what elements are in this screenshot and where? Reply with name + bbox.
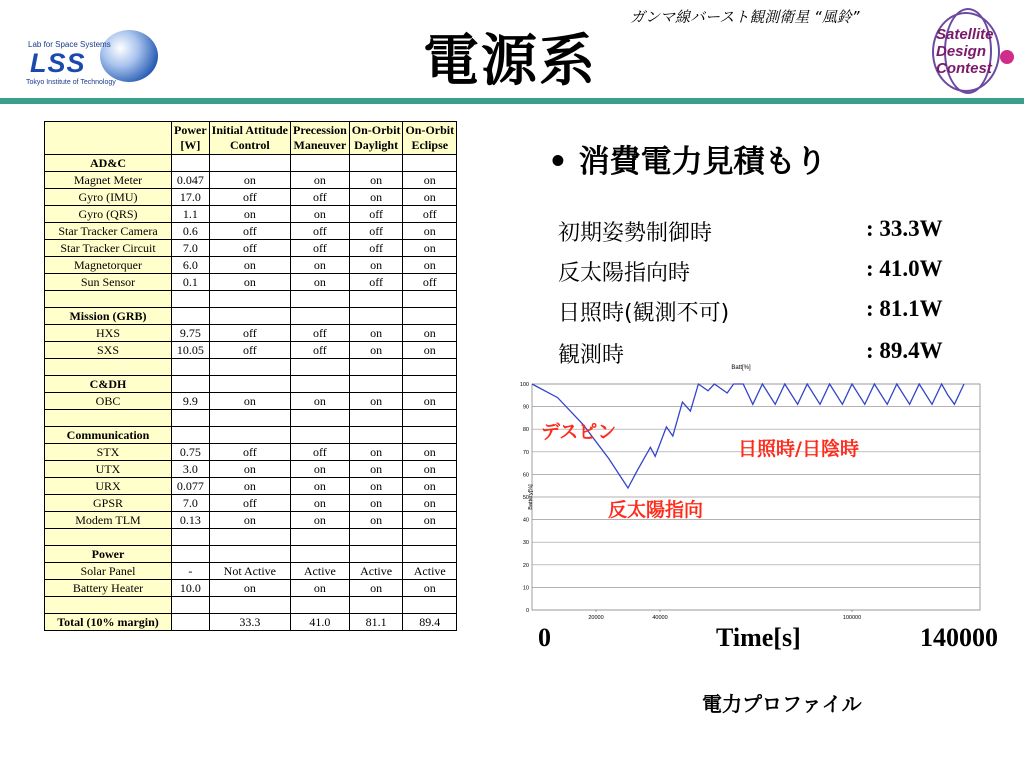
- table-cell: [349, 291, 403, 308]
- y-axis-title: Battery[%]: [528, 484, 534, 510]
- table-cell: [291, 427, 350, 444]
- table-row: [45, 172, 457, 189]
- table-cell: 3.0: [172, 461, 210, 478]
- table-cell: Active: [403, 563, 457, 580]
- slide-title: 電源系: [423, 29, 597, 94]
- table-cell: on: [403, 240, 457, 257]
- table-cell: on: [209, 461, 290, 478]
- table-cell: [172, 308, 210, 325]
- table-cell: on: [403, 512, 457, 529]
- table-cell: [172, 359, 210, 376]
- header-divider: [0, 98, 1024, 104]
- table-cell: 41.0: [291, 614, 350, 631]
- table-cell: 1.1: [172, 206, 210, 223]
- table-cell: on: [349, 461, 403, 478]
- institute-name: Tokyo Institute of Technology: [26, 79, 116, 86]
- table-cell: on: [349, 444, 403, 461]
- x-tick-label: 100000: [842, 615, 862, 621]
- table-cell: on: [209, 580, 290, 597]
- table-cell: [403, 597, 457, 614]
- row-label-cell: AD&C: [45, 155, 172, 172]
- table-cell: off: [291, 240, 350, 257]
- table-cell: on: [291, 393, 350, 410]
- table-cell: on: [349, 393, 403, 410]
- row-label-cell: [45, 410, 172, 427]
- table-cell: off: [209, 325, 290, 342]
- table-cell: on: [403, 444, 457, 461]
- table-cell: on: [349, 257, 403, 274]
- table-cell: off: [291, 325, 350, 342]
- table-cell: [209, 291, 290, 308]
- table-cell: [209, 529, 290, 546]
- table-cell: off: [209, 240, 290, 257]
- table-cell: off: [403, 274, 457, 291]
- total-row: [45, 614, 457, 631]
- y-tick-label: 80: [522, 427, 529, 434]
- row-label-cell: Total (10% margin): [45, 614, 172, 631]
- lab-name: Lab for Space Systems: [28, 40, 111, 49]
- table-row: [45, 223, 457, 240]
- table-row: [45, 563, 457, 580]
- y-tick-label: 100: [519, 382, 529, 388]
- table-cell: [403, 359, 457, 376]
- table-cell: [209, 410, 290, 427]
- table-cell: on: [349, 325, 403, 342]
- table-cell: [349, 410, 403, 427]
- table-cell: [403, 529, 457, 546]
- row-label-cell: STX: [45, 444, 172, 461]
- table-cell: on: [209, 206, 290, 223]
- table-cell: on: [403, 257, 457, 274]
- table-cell: [209, 155, 290, 172]
- column-header-line: Eclipse: [411, 138, 449, 152]
- table-cell: [349, 359, 403, 376]
- x-axis-title: Time[s]: [716, 623, 801, 652]
- table-body: [45, 155, 457, 631]
- table-cell: 0.13: [172, 512, 210, 529]
- x-tick-label: 20000: [588, 615, 604, 621]
- table-cell: Active: [349, 563, 403, 580]
- column-header-line: Maneuver: [293, 138, 347, 152]
- table-cell: [403, 427, 457, 444]
- category-row: [45, 376, 457, 393]
- table-cell: on: [349, 580, 403, 597]
- row-label-cell: C&DH: [45, 376, 172, 393]
- spacer-row: [45, 410, 457, 427]
- table-row: [45, 274, 457, 291]
- table-cell: on: [403, 393, 457, 410]
- spacer-row: [45, 359, 457, 376]
- table-cell: 9.75: [172, 325, 210, 342]
- table-cell: off: [209, 444, 290, 461]
- table-cell: [403, 376, 457, 393]
- table-cell: off: [291, 444, 350, 461]
- chart-caption: 電力プロファイル: [702, 692, 862, 716]
- table-cell: [403, 308, 457, 325]
- table-cell: [291, 376, 350, 393]
- table-cell: 0.047: [172, 172, 210, 189]
- table-cell: on: [403, 325, 457, 342]
- table-cell: [209, 359, 290, 376]
- table-cell: off: [291, 189, 350, 206]
- table-cell: off: [209, 495, 290, 512]
- table-cell: on: [349, 478, 403, 495]
- estimate-value: : 33.3W: [866, 216, 943, 241]
- y-tick-label: 50: [522, 495, 529, 501]
- bullet-heading: • 消費電力見積もり: [548, 144, 827, 180]
- table-cell: [291, 410, 350, 427]
- contest-word: Design: [936, 43, 987, 60]
- estimate-value: : 41.0W: [866, 256, 943, 281]
- table-cell: off: [349, 240, 403, 257]
- table-cell: on: [209, 257, 290, 274]
- column-header: [403, 122, 457, 155]
- y-tick-label: 40: [522, 517, 529, 524]
- table-cell: on: [349, 342, 403, 359]
- contest-word: Contest: [936, 60, 992, 77]
- table-cell: off: [349, 274, 403, 291]
- estimate-label: 日照時(観測不可): [558, 301, 730, 326]
- column-header-line: Control: [229, 138, 270, 152]
- table-cell: [172, 291, 210, 308]
- table-cell: 33.3: [209, 614, 290, 631]
- table-cell: off: [403, 206, 457, 223]
- table-cell: [291, 155, 350, 172]
- table-cell: [172, 410, 210, 427]
- table-cell: 81.1: [349, 614, 403, 631]
- y-tick-label: 60: [522, 472, 529, 479]
- table-row: [45, 393, 457, 410]
- table-cell: on: [403, 172, 457, 189]
- row-label-cell: OBC: [45, 393, 172, 410]
- table-cell: [291, 359, 350, 376]
- table-cell: [349, 546, 403, 563]
- row-label-cell: SXS: [45, 342, 172, 359]
- table-cell: [172, 614, 210, 631]
- table-cell: [403, 155, 457, 172]
- table-cell: [291, 546, 350, 563]
- table-cell: on: [291, 257, 350, 274]
- table-cell: [403, 291, 457, 308]
- table-cell: on: [209, 393, 290, 410]
- table-cell: off: [209, 189, 290, 206]
- table-cell: on: [403, 461, 457, 478]
- table-cell: 9.9: [172, 393, 210, 410]
- row-label-cell: Communication: [45, 427, 172, 444]
- lss-wordmark: LSS: [30, 48, 86, 78]
- table-cell: [209, 427, 290, 444]
- table-cell: on: [291, 495, 350, 512]
- battery-profile-chart: [518, 365, 990, 624]
- row-label-cell: [45, 359, 172, 376]
- table-row: [45, 444, 457, 461]
- table-cell: off: [291, 342, 350, 359]
- table-cell: 7.0: [172, 240, 210, 257]
- category-row: [45, 546, 457, 563]
- table-cell: on: [403, 580, 457, 597]
- pink-dot-icon: [1000, 50, 1014, 64]
- table-cell: on: [291, 512, 350, 529]
- table-cell: on: [349, 189, 403, 206]
- table-cell: on: [291, 580, 350, 597]
- table-cell: on: [209, 512, 290, 529]
- y-tick-label: 70: [522, 449, 529, 456]
- table-cell: [172, 376, 210, 393]
- table-cell: on: [403, 342, 457, 359]
- table-cell: [209, 597, 290, 614]
- table-cell: 0.6: [172, 223, 210, 240]
- table-cell: 0.1: [172, 274, 210, 291]
- column-header-line: On-Orbit: [405, 123, 455, 137]
- row-label-cell: URX: [45, 478, 172, 495]
- row-label-cell: [45, 529, 172, 546]
- column-header: [291, 122, 350, 155]
- column-header: [349, 122, 403, 155]
- table-cell: on: [349, 495, 403, 512]
- table-cell: [291, 597, 350, 614]
- row-label-cell: [45, 597, 172, 614]
- table-cell: on: [209, 478, 290, 495]
- row-label-cell: [45, 291, 172, 308]
- estimate-value: : 89.4W: [866, 338, 943, 363]
- annotation-anti-sun: 反太陽指向: [608, 499, 704, 521]
- table-row: [45, 325, 457, 342]
- table-cell: [209, 546, 290, 563]
- row-label-cell: Sun Sensor: [45, 274, 172, 291]
- row-label-cell: HXS: [45, 325, 172, 342]
- y-tick-label: 90: [522, 404, 529, 411]
- x-end-label: 140000: [920, 623, 998, 652]
- estimate-label: 反太陽指向時: [558, 261, 691, 286]
- table-cell: off: [291, 223, 350, 240]
- row-label-cell: Battery Heater: [45, 580, 172, 597]
- table-cell: 7.0: [172, 495, 210, 512]
- column-header-line: [W]: [180, 138, 201, 152]
- table-cell: [291, 308, 350, 325]
- table-cell: 89.4: [403, 614, 457, 631]
- annotation-daylight-eclipse: 日照時/日陰時: [738, 438, 859, 460]
- row-label-cell: Solar Panel: [45, 563, 172, 580]
- table-cell: Active: [291, 563, 350, 580]
- table-row: [45, 257, 457, 274]
- table-row: [45, 478, 457, 495]
- row-label-cell: GPSR: [45, 495, 172, 512]
- spacer-row: [45, 597, 457, 614]
- slide-subtitle: ガンマ線バースト観測衛星 “風鈴”: [630, 8, 860, 26]
- table-cell: [209, 376, 290, 393]
- satellite-design-contest-logo: [930, 8, 1020, 92]
- table-cell: 6.0: [172, 257, 210, 274]
- table-cell: on: [291, 206, 350, 223]
- table-cell: on: [291, 461, 350, 478]
- y-tick-label: 30: [522, 540, 529, 547]
- y-tick-label: 10: [522, 585, 529, 592]
- x-start-label: 0: [538, 623, 551, 652]
- table-cell: [172, 155, 210, 172]
- estimate-value: : 81.1W: [866, 296, 943, 321]
- lss-logo: [20, 30, 140, 90]
- table-cell: [172, 597, 210, 614]
- table-cell: [349, 427, 403, 444]
- table-cell: on: [291, 172, 350, 189]
- table-cell: on: [209, 172, 290, 189]
- y-tick-label: 20: [522, 562, 529, 569]
- row-label-cell: Modem TLM: [45, 512, 172, 529]
- x-tick-label: 40000: [652, 615, 668, 621]
- table-cell: [172, 546, 210, 563]
- table-cell: 10.0: [172, 580, 210, 597]
- table-cell: 17.0: [172, 189, 210, 206]
- table-row: [45, 189, 457, 206]
- column-header-line: Daylight: [354, 138, 399, 152]
- table-cell: on: [403, 189, 457, 206]
- table-cell: on: [209, 274, 290, 291]
- table-cell: [403, 410, 457, 427]
- table-cell: -: [172, 563, 210, 580]
- contest-word: Satellite: [936, 26, 994, 43]
- power-budget-table: [44, 121, 457, 631]
- row-label-cell: Star Tracker Circuit: [45, 240, 172, 257]
- annotation-despin: デスピン: [541, 421, 617, 443]
- table-corner-cell: [45, 122, 172, 155]
- table-cell: off: [349, 206, 403, 223]
- table-cell: [349, 155, 403, 172]
- row-label-cell: Power: [45, 546, 172, 563]
- table-row: [45, 461, 457, 478]
- table-cell: 10.05: [172, 342, 210, 359]
- table-cell: 0.077: [172, 478, 210, 495]
- table-row: [45, 240, 457, 257]
- column-header: [209, 122, 290, 155]
- table-cell: 0.75: [172, 444, 210, 461]
- y-tick-label: 0: [525, 608, 529, 614]
- table-cell: on: [403, 495, 457, 512]
- row-label-cell: Mission (GRB): [45, 308, 172, 325]
- row-label-cell: UTX: [45, 461, 172, 478]
- table-row: [45, 512, 457, 529]
- row-label-cell: Magnetorquer: [45, 257, 172, 274]
- spacer-row: [45, 291, 457, 308]
- column-header-line: On-Orbit: [351, 123, 401, 137]
- table-cell: on: [403, 223, 457, 240]
- table-cell: off: [209, 342, 290, 359]
- column-header-line: Initial Attitude: [211, 123, 288, 137]
- table-cell: on: [349, 512, 403, 529]
- table-cell: [209, 308, 290, 325]
- table-row: [45, 342, 457, 359]
- table-cell: on: [291, 478, 350, 495]
- table-cell: [349, 597, 403, 614]
- estimate-label: 初期姿勢制御時: [558, 221, 713, 246]
- globe-icon: [100, 30, 158, 82]
- row-label-cell: Gyro (IMU): [45, 189, 172, 206]
- table-cell: [349, 529, 403, 546]
- column-header-line: Precession: [293, 123, 347, 137]
- row-label-cell: Magnet Meter: [45, 172, 172, 189]
- table-cell: [349, 376, 403, 393]
- table-header-row: [45, 122, 457, 155]
- table-cell: on: [403, 478, 457, 495]
- table-cell: on: [349, 172, 403, 189]
- table-cell: [172, 427, 210, 444]
- table-cell: [291, 291, 350, 308]
- table-cell: off: [349, 223, 403, 240]
- table-cell: off: [209, 223, 290, 240]
- estimate-label: 観測時: [558, 343, 625, 368]
- column-header-line: Power: [174, 123, 207, 137]
- table-cell: [403, 546, 457, 563]
- spacer-row: [45, 529, 457, 546]
- chart-title: Batt[%]: [731, 365, 751, 371]
- table-cell: Not Active: [209, 563, 290, 580]
- table-cell: on: [291, 274, 350, 291]
- table-cell: [291, 529, 350, 546]
- table-row: [45, 206, 457, 223]
- table-row: [45, 580, 457, 597]
- category-row: [45, 155, 457, 172]
- row-label-cell: Star Tracker Camera: [45, 223, 172, 240]
- table-cell: [172, 529, 210, 546]
- table-cell: [349, 308, 403, 325]
- row-label-cell: Gyro (QRS): [45, 206, 172, 223]
- column-header: [172, 122, 210, 155]
- category-row: [45, 427, 457, 444]
- category-row: [45, 308, 457, 325]
- table-row: [45, 495, 457, 512]
